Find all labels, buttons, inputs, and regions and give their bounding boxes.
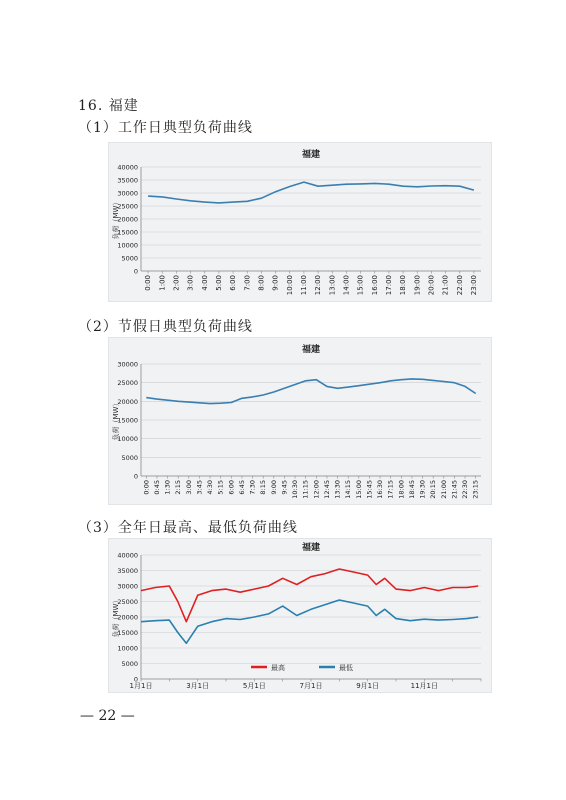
x-tick-label: 14:00 bbox=[342, 275, 351, 296]
x-tick-label: 13:30 bbox=[333, 480, 342, 499]
x-tick-label: 3:00 bbox=[184, 480, 193, 495]
x-tick-label: 16:00 bbox=[370, 275, 379, 296]
x-tick-label: 9月1日 bbox=[356, 682, 380, 690]
x-tick-label: 10:30 bbox=[291, 480, 300, 499]
y-tick-label: 15000 bbox=[117, 416, 138, 425]
y-tick-label: 20000 bbox=[117, 613, 138, 622]
x-tick-label: 9:00 bbox=[269, 480, 278, 495]
x-tick-label: 17:00 bbox=[384, 275, 393, 296]
x-tick-label: 19:30 bbox=[418, 480, 427, 499]
x-tick-label: 4:00 bbox=[200, 275, 209, 291]
x-tick-label: 7:30 bbox=[248, 480, 257, 495]
x-tick-label: 9:45 bbox=[280, 480, 289, 495]
x-tick-label: 3:00 bbox=[186, 275, 195, 291]
x-tick-label: 21:45 bbox=[450, 480, 459, 499]
x-tick-label: 9:00 bbox=[271, 275, 280, 291]
x-tick-label: 11:00 bbox=[299, 275, 308, 296]
y-tick-label: 20000 bbox=[117, 215, 138, 224]
x-tick-label: 16:30 bbox=[376, 480, 385, 499]
x-tick-label: 5:15 bbox=[216, 480, 225, 495]
x-tick-label: 8:15 bbox=[259, 480, 268, 495]
x-tick-label: 12:45 bbox=[322, 480, 331, 499]
y-tick-label: 0 bbox=[133, 267, 138, 276]
x-tick-label: 19:00 bbox=[413, 275, 422, 296]
x-tick-label: 2:15 bbox=[174, 480, 183, 495]
legend-label: 最低 bbox=[339, 664, 353, 672]
x-tick-label: 0:00 bbox=[142, 480, 151, 495]
subtitle-holiday: （2）节假日典型负荷曲线 bbox=[78, 319, 253, 335]
y-tick-label: 35000 bbox=[117, 176, 138, 185]
x-tick-label: 7月1日 bbox=[299, 682, 323, 690]
x-tick-label: 0:00 bbox=[144, 275, 153, 291]
x-tick-label: 5:00 bbox=[214, 275, 223, 291]
subtitle-weekday: （1）工作日典型负荷曲线 bbox=[78, 120, 253, 136]
x-tick-label: 6:45 bbox=[237, 480, 246, 495]
y-tick-label: 30000 bbox=[117, 582, 138, 591]
x-tick-label: 1:30 bbox=[163, 480, 172, 495]
x-tick-label: 0:45 bbox=[152, 480, 161, 495]
y-tick-label: 10000 bbox=[117, 241, 138, 250]
x-tick-label: 6:00 bbox=[227, 480, 236, 495]
x-tick-label: 17:15 bbox=[386, 480, 395, 499]
y-axis-label: 负荷（MW） bbox=[112, 596, 120, 638]
x-tick-label: 18:00 bbox=[397, 480, 406, 499]
series-line-max bbox=[141, 569, 478, 622]
subtitle-annual: （3）全年日最高、最低负荷曲线 bbox=[78, 520, 298, 536]
x-tick-label: 10:00 bbox=[285, 275, 294, 296]
x-tick-label: 18:45 bbox=[407, 480, 416, 499]
y-tick-label: 15000 bbox=[117, 228, 138, 237]
x-tick-label: 15:00 bbox=[356, 275, 365, 296]
x-tick-label: 15:45 bbox=[365, 480, 374, 499]
x-tick-label: 21:00 bbox=[441, 275, 450, 296]
x-tick-label: 7:00 bbox=[243, 275, 252, 291]
x-tick-label: 3:45 bbox=[195, 480, 204, 495]
annual-max-min-load-chart bbox=[109, 539, 491, 692]
chart-title: 福建 bbox=[301, 150, 321, 160]
y-axis-label: 负荷（MW） bbox=[112, 399, 120, 441]
y-tick-label: 30000 bbox=[117, 360, 138, 369]
chart-panel-holiday bbox=[108, 337, 492, 505]
x-tick-label: 11:15 bbox=[301, 480, 310, 499]
y-tick-label: 35000 bbox=[117, 567, 138, 575]
y-tick-label: 5000 bbox=[121, 453, 138, 462]
x-tick-label: 15:00 bbox=[354, 480, 363, 499]
section-title: 16. 福建 bbox=[78, 98, 139, 114]
x-tick-label: 4:30 bbox=[206, 480, 215, 495]
y-tick-label: 0 bbox=[133, 472, 138, 481]
x-tick-label: 13:00 bbox=[328, 275, 337, 296]
holiday-load-chart bbox=[109, 338, 491, 504]
series-line bbox=[148, 182, 474, 203]
x-tick-label: 2:00 bbox=[172, 275, 181, 291]
x-tick-label: 20:00 bbox=[427, 275, 436, 296]
x-tick-label: 11月1日 bbox=[410, 682, 439, 690]
y-tick-label: 25000 bbox=[117, 379, 138, 388]
x-tick-label: 21:00 bbox=[439, 480, 448, 499]
x-tick-label: 6:00 bbox=[229, 275, 238, 291]
x-tick-label: 23:15 bbox=[471, 480, 480, 499]
chart-panel-annual bbox=[108, 538, 492, 693]
weekday-load-chart bbox=[109, 143, 491, 301]
x-tick-label: 22:30 bbox=[461, 480, 470, 499]
y-tick-label: 0 bbox=[133, 675, 138, 684]
x-tick-label: 5月1日 bbox=[242, 682, 266, 690]
x-tick-label: 22:00 bbox=[455, 275, 464, 296]
y-tick-label: 40000 bbox=[117, 163, 138, 172]
page-number: — 22 — bbox=[80, 708, 135, 724]
y-tick-label: 5000 bbox=[121, 660, 138, 668]
x-tick-label: 12:00 bbox=[312, 480, 321, 499]
series-line-min bbox=[141, 600, 478, 643]
y-tick-label: 10000 bbox=[117, 435, 138, 444]
y-tick-label: 25000 bbox=[117, 202, 138, 211]
x-tick-label: 18:00 bbox=[399, 275, 408, 296]
x-tick-label: 23:00 bbox=[469, 275, 478, 296]
x-tick-label: 3月1日 bbox=[186, 682, 210, 690]
y-tick-label: 40000 bbox=[117, 551, 138, 560]
y-tick-label: 30000 bbox=[117, 189, 138, 198]
chart-title: 福建 bbox=[301, 543, 321, 553]
x-tick-label: 8:00 bbox=[257, 275, 266, 291]
x-tick-label: 14:15 bbox=[344, 480, 353, 499]
legend-label: 最高 bbox=[271, 664, 285, 672]
x-tick-label: 20:15 bbox=[429, 480, 438, 499]
y-tick-label: 25000 bbox=[117, 598, 138, 606]
x-tick-label: 1:00 bbox=[158, 275, 167, 291]
y-tick-label: 5000 bbox=[121, 254, 138, 263]
y-tick-label: 10000 bbox=[117, 644, 138, 653]
y-tick-label: 15000 bbox=[117, 629, 138, 637]
x-tick-label: 12:00 bbox=[314, 275, 323, 296]
chart-panel-weekday bbox=[108, 142, 492, 302]
x-tick-label: 1月1日 bbox=[129, 682, 153, 690]
y-axis-label: 负荷（MW） bbox=[112, 198, 120, 240]
chart-title: 福建 bbox=[301, 345, 321, 355]
y-tick-label: 20000 bbox=[117, 397, 138, 406]
